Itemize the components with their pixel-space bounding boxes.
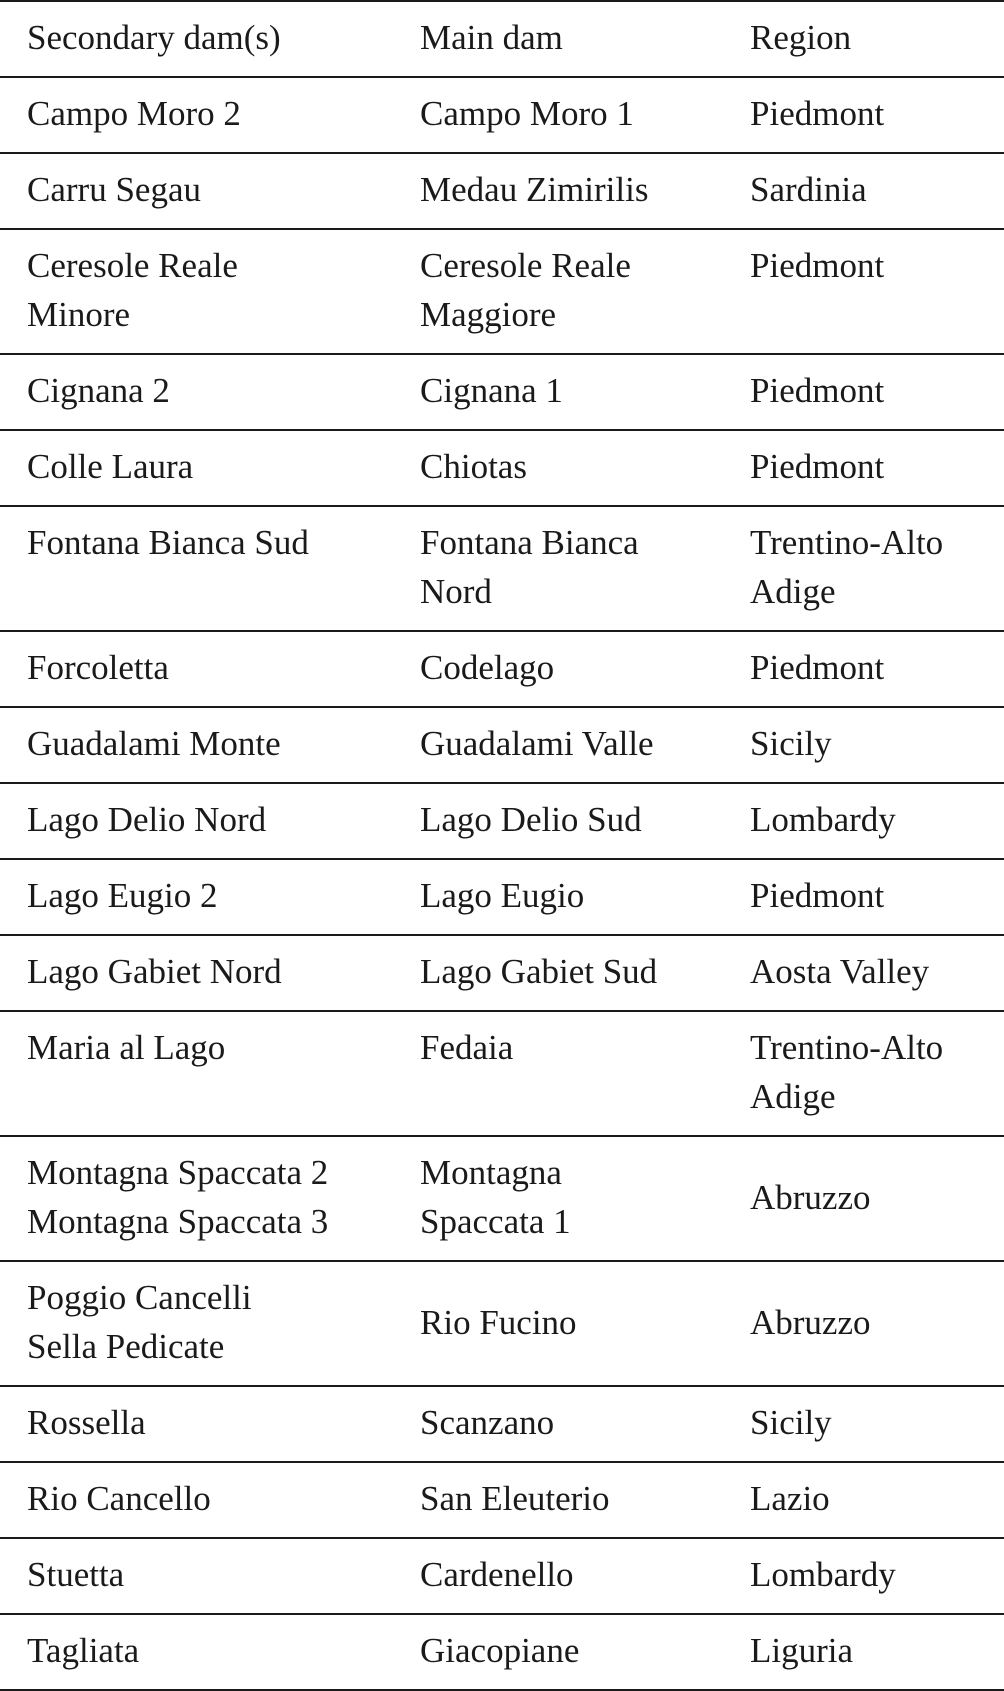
region-cell: Piedmont <box>750 371 885 410</box>
table-header-row <box>0 1 1004 77</box>
main-dam-cell: Montagna Spaccata 1 <box>420 1153 571 1241</box>
main-dam-cell: Cardenello <box>420 1555 574 1594</box>
region-cell: Piedmont <box>750 94 885 133</box>
secondary-dam-cell: Cignana 2 <box>27 371 170 410</box>
main-dam-cell: Fedaia <box>420 1028 514 1067</box>
region-cell: Piedmont <box>750 447 885 486</box>
main-dam-cell: Giacopiane <box>420 1631 580 1670</box>
secondary-dam-cell: Fontana Bianca Sud <box>27 523 309 562</box>
secondary-dam-cell: Carru Segau <box>27 170 201 209</box>
secondary-dam-cell: Colle Laura <box>27 447 194 486</box>
table-row <box>0 77 1004 153</box>
table-row <box>0 1136 1004 1261</box>
region-cell: Lombardy <box>750 800 896 839</box>
secondary-dam-cell: Rossella <box>27 1403 146 1442</box>
main-dam-cell: Ceresole Reale Maggiore <box>420 246 631 334</box>
table-row <box>0 430 1004 506</box>
region-cell: Aosta Valley <box>750 952 930 991</box>
table-row <box>0 1011 1004 1136</box>
secondary-dam-cell: Rio Cancello <box>27 1479 211 1518</box>
secondary-dam-cell: Guadalami Monte <box>27 724 281 763</box>
region-cell: Piedmont <box>750 648 885 687</box>
region-cell: Abruzzo <box>750 1302 871 1342</box>
table-row <box>0 1614 1004 1690</box>
column-header-main-dam: Main dam <box>420 18 563 57</box>
table-row <box>0 631 1004 707</box>
main-dam-cell: Chiotas <box>420 447 527 486</box>
secondary-dam-cell: Ceresole Reale Minore <box>27 246 238 334</box>
secondary-dam-cell: Maria al Lago <box>27 1028 226 1067</box>
region-cell: Piedmont <box>750 876 885 915</box>
region-cell: Lombardy <box>750 1555 896 1594</box>
table-row <box>0 707 1004 783</box>
table-row <box>0 229 1004 354</box>
main-dam-cell: Cignana 1 <box>420 371 563 410</box>
column-header-region: Region <box>750 18 852 57</box>
main-dam-cell: Medau Zimirilis <box>420 170 649 209</box>
secondary-dam-cell: Lago Delio Nord <box>27 800 267 839</box>
main-dam-cell: Campo Moro 1 <box>420 94 634 133</box>
secondary-dam-cell: Forcoletta <box>27 648 169 687</box>
table-row <box>0 935 1004 1011</box>
secondary-dam-cell: Lago Gabiet Nord <box>27 952 282 991</box>
table-row <box>0 1261 1004 1386</box>
main-dam-cell: Lago Eugio <box>420 876 585 915</box>
region-cell: Piedmont <box>750 246 885 285</box>
region-cell: Trentino-Alto Adige <box>750 523 944 611</box>
main-dam-cell: Fontana Bianca Nord <box>420 523 639 611</box>
region-cell: Sardinia <box>750 170 867 209</box>
table-row <box>0 506 1004 631</box>
region-cell: Trentino-Alto Adige <box>750 1028 944 1116</box>
table-row <box>0 1462 1004 1538</box>
region-cell: Abruzzo <box>750 1177 871 1217</box>
column-header-secondary-dams: Secondary dam(s) <box>27 18 281 57</box>
table-row <box>0 1538 1004 1614</box>
table-row <box>0 354 1004 430</box>
region-cell: Sicily <box>750 1403 832 1442</box>
secondary-dam-cell: Tagliata <box>27 1631 140 1670</box>
table-row <box>0 859 1004 935</box>
secondary-dam-cell: Poggio Cancelli Sella Pedicate <box>27 1278 252 1366</box>
secondary-dam-cell: Montagna Spaccata 2 Montagna Spaccata 3 <box>27 1153 329 1241</box>
main-dam-cell: Lago Delio Sud <box>420 800 642 839</box>
main-dam-cell: Codelago <box>420 648 555 687</box>
main-dam-cell: Rio Fucino <box>420 1302 577 1342</box>
secondary-dam-cell: Campo Moro 2 <box>27 94 241 133</box>
main-dam-cell: San Eleuterio <box>420 1479 610 1518</box>
main-dam-cell: Lago Gabiet Sud <box>420 952 658 991</box>
main-dam-cell: Guadalami Valle <box>420 724 654 763</box>
table-row <box>0 1386 1004 1462</box>
region-cell: Sicily <box>750 724 832 763</box>
table-row <box>0 153 1004 229</box>
secondary-dam-cell: Lago Eugio 2 <box>27 876 218 915</box>
secondary-dam-cell: Stuetta <box>27 1555 125 1594</box>
table-row <box>0 783 1004 859</box>
main-dam-cell: Scanzano <box>420 1403 555 1442</box>
region-cell: Liguria <box>750 1631 854 1670</box>
region-cell: Lazio <box>750 1479 830 1518</box>
